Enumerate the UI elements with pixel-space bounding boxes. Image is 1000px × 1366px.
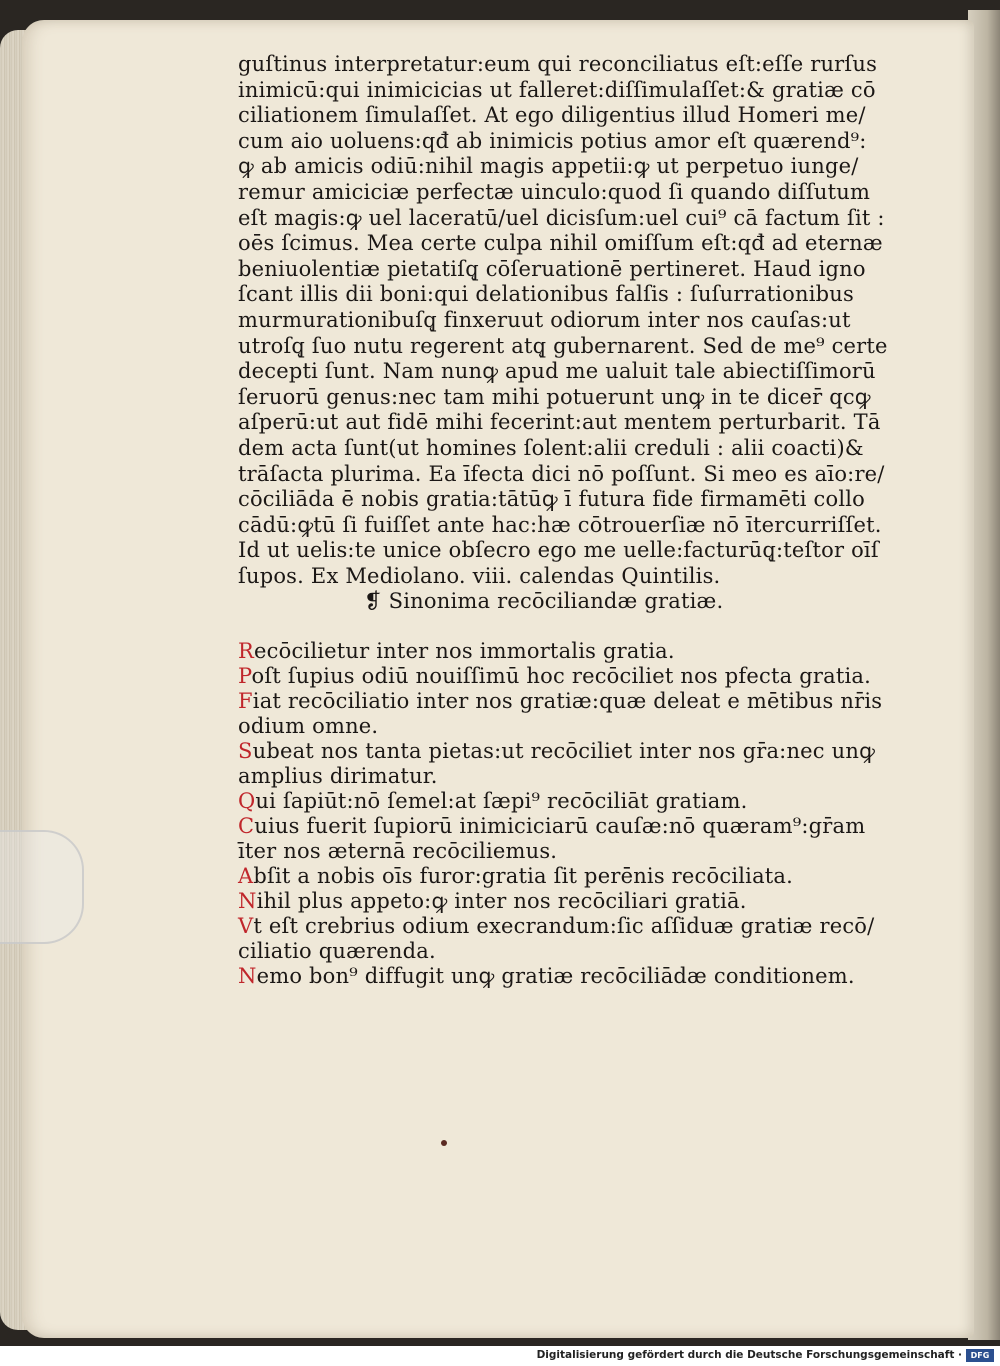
- list-item: Poſt ſupius odiū nouiſſimū hoc recōciliet nos pfecta gratia.: [238, 664, 871, 689]
- ink-spot: [441, 1140, 447, 1146]
- text-line: ꝙ ab amicis odiū:nihil magis appetii:ꝙ ut perpetuo iunge/: [238, 154, 859, 179]
- paper-clip-holder: [0, 830, 84, 944]
- text-line: oēs ſcimus. Mea certe culpa nihil omiſſum eſt:qđ ad eternæ: [238, 231, 883, 256]
- rubricated-initial: P: [238, 664, 252, 689]
- text-line: guſtinus interpretatur:eum qui reconciliatus eſt:eſſe rurſus: [238, 52, 878, 76]
- text-line: remur amiciciæ perfectæ uinculo:quod ſi quando diſſutum: [238, 179, 871, 204]
- rubricated-initial: V: [238, 914, 254, 939]
- text-line: ſcant illis dii boni:qui delationibus falſis : ſuſurrationibus: [238, 282, 854, 307]
- list-item: Cuius fuerit ſupiorū inimiciciarū cauſæ:nō quæram⁹:gr̄am: [238, 814, 866, 839]
- text-line: utroſq̨ ſuo nutu regerent atq̨ gubernarent. Sed de me⁹ certe: [238, 333, 888, 358]
- list-item: Recōcilietur inter nos immortalis gratia.: [238, 639, 675, 664]
- rubricated-initial: R: [238, 639, 255, 664]
- text-line: dem acta ſunt(ut homines ſolent:alii creduli : alii coacti)&: [238, 435, 864, 460]
- text-line: trāſacta plurima. Ea īfecta dici nō poſſunt. Si meo es aīo:re/: [238, 461, 885, 486]
- list-item: Vt eſt crebrius odium execrandum:ſic aſſiduæ gratiæ recō/: [238, 914, 875, 939]
- text-line: decepti ſunt. Nam nunꝙ apud me ualuit tale abiectiſſimorū: [238, 359, 876, 384]
- text-line: ſupos. Ex Mediolano. viii. calendas Quintilis.: [238, 563, 721, 588]
- text-line: eſt magis:ꝙ uel laceratū/uel dicisſum:uel cui⁹ cā factum ſit :: [238, 205, 885, 230]
- list-item: Nihil plus appeto:ꝙ inter nos recōciliari gratiā.: [238, 889, 747, 914]
- rubricated-initial: F: [238, 689, 253, 714]
- rubricated-initial: S: [238, 739, 253, 764]
- rubricated-initial: N: [238, 964, 257, 989]
- synonym-list: [238, 639, 898, 989]
- list-item: ciliatio quærenda.: [238, 939, 436, 964]
- text-line: inimicū:qui inimicicias ut falleret:diſſimulaſſet:& gratiæ cō: [238, 77, 876, 102]
- spacer: [238, 615, 898, 639]
- text-line: murmurationibuſq̨ finxeruut odiorum inter nos cauſas:ut: [238, 307, 851, 332]
- text-line: cādū:ꝙtū ſi fuiſſet ante hac:hæ cōtrouerſiæ nō ītercurriſſet.: [238, 512, 882, 537]
- text-line: cum aio uoluens:qđ ab inimicis potius amor eſt quærend⁹:: [238, 128, 867, 153]
- footer-bar: [0, 1346, 1000, 1366]
- list-item: Fiat recōciliatio inter nos gratiæ:quæ deleat e mētibus nr̄is: [238, 689, 883, 714]
- list-item: Nemo bon⁹ diffugit unꝙ gratiæ recōciliādæ conditionem.: [238, 964, 855, 989]
- dfg-logo-icon: DFG: [966, 1349, 994, 1362]
- text-line: Id ut uelis:te unice obſecro ego me uelle:facturūq̨:teſtor oīſ: [238, 538, 879, 563]
- list-item: Abſit a nobis oīs furor:gratia ſit perēnis recōciliata.: [238, 864, 794, 889]
- text-line: ſeruorū genus:nec tam mihi potuerunt unꝙ in te dicer̄ qcꝙ: [238, 384, 871, 409]
- text-line: beniuolentiæ pietatiſq̨ cōſeruationē pertineret. Haud igno: [238, 256, 866, 281]
- list-item: Qui ſapiūt:nō ſemel:at ſæpi⁹ recōciliāt gratiam.: [238, 789, 748, 814]
- page-text: [238, 52, 898, 989]
- rubricated-initial: C: [238, 814, 255, 839]
- list-item: Subeat nos tanta pietas:ut recōciliet inter nos gr̄a:nec unꝙ: [238, 739, 876, 764]
- footer-credit: Digitalisierung gefördert durch die Deutsche Forschungsgemeinschaft ·: [536, 1349, 962, 1361]
- list-item: odium omne.: [238, 714, 379, 739]
- text-line: aſperū:ut aut fidē mihi fecerint:aut mentem perturbarit. Tā: [238, 410, 881, 435]
- section-title: ❡ Sinonima recōciliandæ gratiæ.: [364, 589, 724, 614]
- text-line: cōciliāda ē nobis gratia:tātūꝙ ī futura fide firmamēti collo: [238, 487, 866, 512]
- list-item: amplius dirimatur.: [238, 764, 438, 789]
- rubricated-initial: N: [238, 889, 257, 914]
- text-line: ciliationem ſimulaſſet. At ego diligentius illud Homeri me/: [238, 103, 866, 128]
- list-item: īter nos æternā recōciliemus.: [238, 839, 558, 864]
- rubricated-initial: A: [238, 864, 254, 889]
- rubricated-initial: Q: [238, 789, 256, 814]
